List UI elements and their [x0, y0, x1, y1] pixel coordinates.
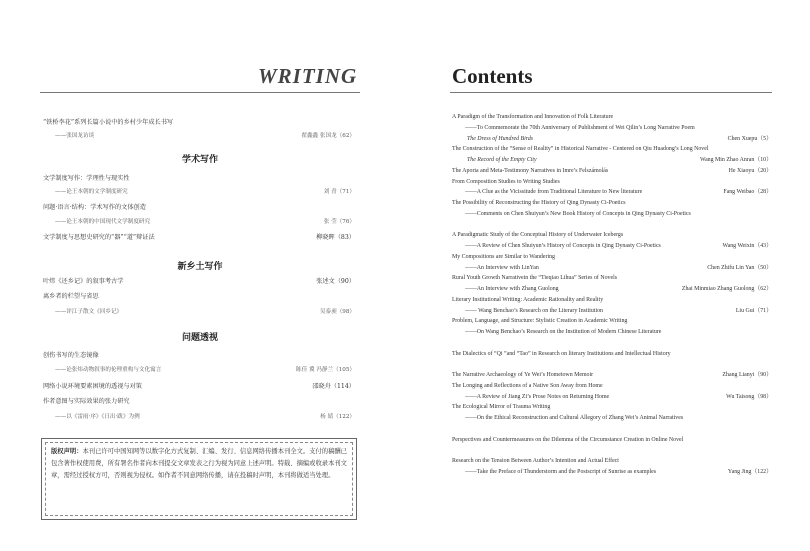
- toc-title-text: Research on the Tension Between Author’s Intention and Actual Effect: [452, 458, 619, 464]
- toc-title-text: The Possibility of Reconstructing the History of Qing Dynasty Ci-Poetics: [452, 200, 626, 206]
- toc-entry[interactable]: [43, 352, 355, 360]
- toc-entry[interactable]: [452, 274, 772, 282]
- toc-title-text: The Longing and Reflections of a Native Son Away from Home: [452, 382, 603, 389]
- toc-title-text: ——论王本朝的文学制度研究: [55, 189, 128, 195]
- toc-title-text: ——Take the Preface of Thunderstorm and the Postscript of Sunrise as examples: [465, 468, 657, 475]
- toc-title-text: The Dialectics of “Qi ”and “Tao” in Research on literary Institutions and Intellectual History: [452, 350, 671, 357]
- toc-title-text: “铁桥李花”系列长篇小说中的乡村少年成长书写: [43, 119, 174, 126]
- toc-author-page: He Xiaoyu（20）: [728, 167, 772, 174]
- toc-title-text: ——To Commemorate the 70th Anniversary of Publishment of Wei Qilin’s Long Narrative Poem: [465, 124, 695, 131]
- toc-title-text: The Ecological Mirror of Trauma Writing: [452, 404, 551, 411]
- toc-entry[interactable]: [452, 403, 772, 411]
- toc-title-text: The Narrative Archaeology of Ye Wei’s Hometown Memoir: [452, 372, 594, 378]
- toc-title-text: The Record of the Empty City: [467, 157, 537, 163]
- toc-subtitle[interactable]: [465, 285, 772, 293]
- toc-subtitle[interactable]: [465, 124, 772, 132]
- toc-title-text: 网络小说环境要素困境的透视与对策: [43, 383, 142, 390]
- toc-title-text: ——An Interview with LinYan: [465, 264, 539, 271]
- toc-title-text: The Construction of the “Sense of Reality” in Historical Narrative - Centered on Qiu Huadong’s Long Novel: [452, 146, 709, 153]
- toc-entry[interactable]: [43, 204, 355, 212]
- toc-title-text: 叶炜《还乡记》的叙事考古学: [43, 278, 124, 285]
- toc-entry[interactable]: [452, 178, 772, 186]
- toc-title-text: The Aporia and Meta-Testimony Narratives in Imre’s Felszámolás: [452, 167, 609, 174]
- toc-author-page: Zhai Minmiao Zhang Guolong（62）: [681, 286, 772, 292]
- toc-entry[interactable]: [43, 119, 355, 127]
- title-rule: [450, 92, 772, 93]
- toc-title-text: ——On the Ethical Reconstruction and Cultural Allegory of Zhang Wei’s Animal Narratives: [465, 415, 684, 421]
- toc-author-page: Fang Weibao（28）: [723, 189, 772, 196]
- toc-entry[interactable]: [452, 382, 772, 390]
- toc-entry[interactable]: [43, 383, 355, 391]
- toc-title-text: ——A Review of Jiang Zi’s Prose Notes on Returning Home: [465, 393, 610, 400]
- toc-title-text: ——论王本朝的中国现代文学制度研究: [55, 219, 151, 225]
- toc-author-page: Chen Xuepu（5）: [727, 135, 772, 142]
- toc-subtitle[interactable]: [465, 393, 772, 401]
- toc-author-page: Liu Gui（71）: [735, 307, 772, 314]
- toc-title-text: The Dress of Hundred Birds: [467, 135, 534, 142]
- toc-author-page: 邵晓舟（114）: [312, 383, 355, 390]
- toc-subtitle[interactable]: [465, 210, 772, 218]
- toc-subtitle[interactable]: [465, 242, 772, 250]
- toc-entry[interactable]: [452, 457, 772, 465]
- toc-title-text: From Composition Studies to Writing Studies: [452, 178, 560, 185]
- section-heading: 问题透视: [181, 333, 218, 343]
- toc-title-text: Literary Institutional Writing: Academic Rationality and Reality: [452, 296, 604, 303]
- toc-title-text: Problem, Language, and Structure: Stylistic Creation in Academic Writing: [452, 318, 628, 325]
- toc-title-text: ——An Interview with Zhang Guolong: [465, 286, 559, 292]
- toc-subtitle[interactable]: [465, 328, 772, 336]
- toc-author-page: 陈佳 冀 冯静兰（105）: [296, 367, 355, 373]
- contents-heading: Contents: [452, 64, 533, 88]
- toc-subtitle[interactable]: [465, 264, 772, 272]
- toc-title-text: ——On Wang Benchao’s Research on the Institution of Modern Chinese Literature: [465, 329, 662, 335]
- copyright-notice: [41, 438, 357, 520]
- toc-subtitle[interactable]: [467, 135, 772, 143]
- toc-subtitle[interactable]: [465, 307, 772, 315]
- toc-author-page: 柳晓晖（83）: [316, 234, 355, 241]
- toc-entry[interactable]: [43, 175, 355, 183]
- toc-subtitle[interactable]: [55, 132, 355, 140]
- toc-author-page: 张 莹（76）: [323, 219, 355, 225]
- toc-title-text: ——以《雷雨·序》《日出·跋》为例: [55, 414, 140, 420]
- toc-title-text: ——论张炜动物叙事的伦理重构与文化寓言: [55, 367, 162, 373]
- toc-entry[interactable]: [43, 293, 355, 301]
- toc-subtitle[interactable]: [55, 413, 355, 421]
- toc-entry[interactable]: [43, 398, 355, 406]
- toc-entry[interactable]: [452, 253, 772, 261]
- toc-title-text: Rural Youth Growth Narrativein the “Tieqiao Lihua” Series of Novels: [452, 275, 618, 282]
- writing-logo: WRITING: [258, 64, 358, 88]
- copyright-label: 版权声明：: [51, 448, 83, 455]
- toc-title-text: Perspectives and Countermeasures on the Dilemma of the Circumstance Creation in Online Novel: [452, 436, 684, 443]
- toc-title-text: 问题·语言·结构：学术写作的文体创造: [43, 204, 146, 211]
- toc-author-page: 张述文（90）: [316, 278, 355, 285]
- toc-entry[interactable]: [452, 296, 772, 304]
- section-heading: 新乡土写作: [177, 262, 223, 272]
- toc-author-page: 刘 青（71）: [323, 189, 355, 195]
- english-contents-page: [405, 0, 810, 551]
- toc-subtitle[interactable]: [465, 188, 772, 196]
- toc-title-text: 创伤书写的生态镜像: [43, 352, 99, 359]
- toc-subtitle[interactable]: [55, 188, 355, 196]
- toc-title-text: A Paradigm of the Transformation and Innovation of Folk Literature: [452, 114, 614, 120]
- toc-title-text: 文学制度写作：学理性与现实性: [43, 175, 130, 182]
- toc-entry[interactable]: [452, 113, 772, 121]
- toc-author-page: 吴泰昶（98）: [319, 309, 355, 315]
- toc-title-text: —— Wang Benchao’s Research on the Literary Institution: [465, 307, 603, 314]
- toc-author-page: Wang Min Zhao Anran（10）: [699, 157, 772, 163]
- toc-subtitle[interactable]: [55, 366, 355, 374]
- toc-title-text: 文学制度与思想史研究的“器”“道”辩证法: [43, 234, 155, 241]
- toc-title-text: 作者意图与实际效果的张力研究: [43, 398, 130, 405]
- toc-author-page: Chen Zhifu Lin Yan（50）: [707, 264, 772, 271]
- toc-title-text: ——评江子散文《回乡记》: [55, 309, 123, 315]
- toc-entry[interactable]: [452, 145, 772, 153]
- toc-title-text: ——A Clue as the Vicissitude from Traditional Literature to New literature: [465, 189, 643, 196]
- toc-entry[interactable]: [452, 436, 772, 444]
- toc-title-text: ——Comments on Chen Shuiyun’s New Book History of Concepts in Qing Dynasty Ci-Poetics: [465, 210, 691, 217]
- toc-entry[interactable]: [43, 234, 355, 242]
- toc-title-text: ——张国龙访谈: [55, 133, 95, 139]
- toc-entry[interactable]: [452, 199, 772, 207]
- toc-entry[interactable]: [452, 231, 772, 239]
- toc-author-page: Yang Jing（122）: [727, 468, 772, 475]
- toc-author-page: 翟鑫鑫 张国龙（62）: [301, 133, 355, 139]
- toc-title-text: 离乡者的栏望与省思: [43, 293, 99, 300]
- toc-subtitle[interactable]: [465, 414, 772, 422]
- toc-author-page: Wang Weixin（43）: [722, 243, 772, 249]
- copyright-text: 本刊已许可中国知网等以数字化方式复制、汇编、发行、信息网络传播本刊全文。支付的稿酬已包含著作权使用费，所有署名作者向本刊提交文章发表之行为视为同意上述声明。特载、摘编或收录本刊文章，需经过授权方可，否则视为侵权。如作者不同意网络传播，请在投稿时声明，本刊将做适当处理。: [51, 448, 347, 479]
- section-heading: 学术写作: [181, 155, 218, 165]
- toc-title-text: My Compositions are Similar to Wandering: [452, 253, 555, 260]
- toc-entry[interactable]: [452, 167, 772, 175]
- toc-subtitle[interactable]: [465, 468, 772, 476]
- toc-author-page: Zhang Lianyi（90）: [722, 372, 772, 378]
- toc-subtitle[interactable]: [55, 218, 355, 226]
- toc-title-text: ——A Review of Chen Shuiyun’s History of Concepts in Qing Dynasty Ci-Poetics: [465, 243, 661, 249]
- toc-entry[interactable]: [43, 278, 355, 286]
- toc-subtitle[interactable]: [467, 156, 772, 164]
- title-rule: [40, 92, 360, 93]
- toc-title-text: A Paradigmatic Study of the Conceptual History of Underwater Icebergs: [452, 232, 624, 239]
- toc-entry[interactable]: [452, 371, 772, 379]
- toc-subtitle[interactable]: [55, 308, 355, 316]
- toc-author-page: Wu Taisong（98）: [726, 393, 772, 400]
- toc-author-page: 杨 婧（122）: [320, 414, 355, 420]
- toc-entry[interactable]: [452, 317, 772, 325]
- toc-entry[interactable]: [452, 350, 772, 358]
